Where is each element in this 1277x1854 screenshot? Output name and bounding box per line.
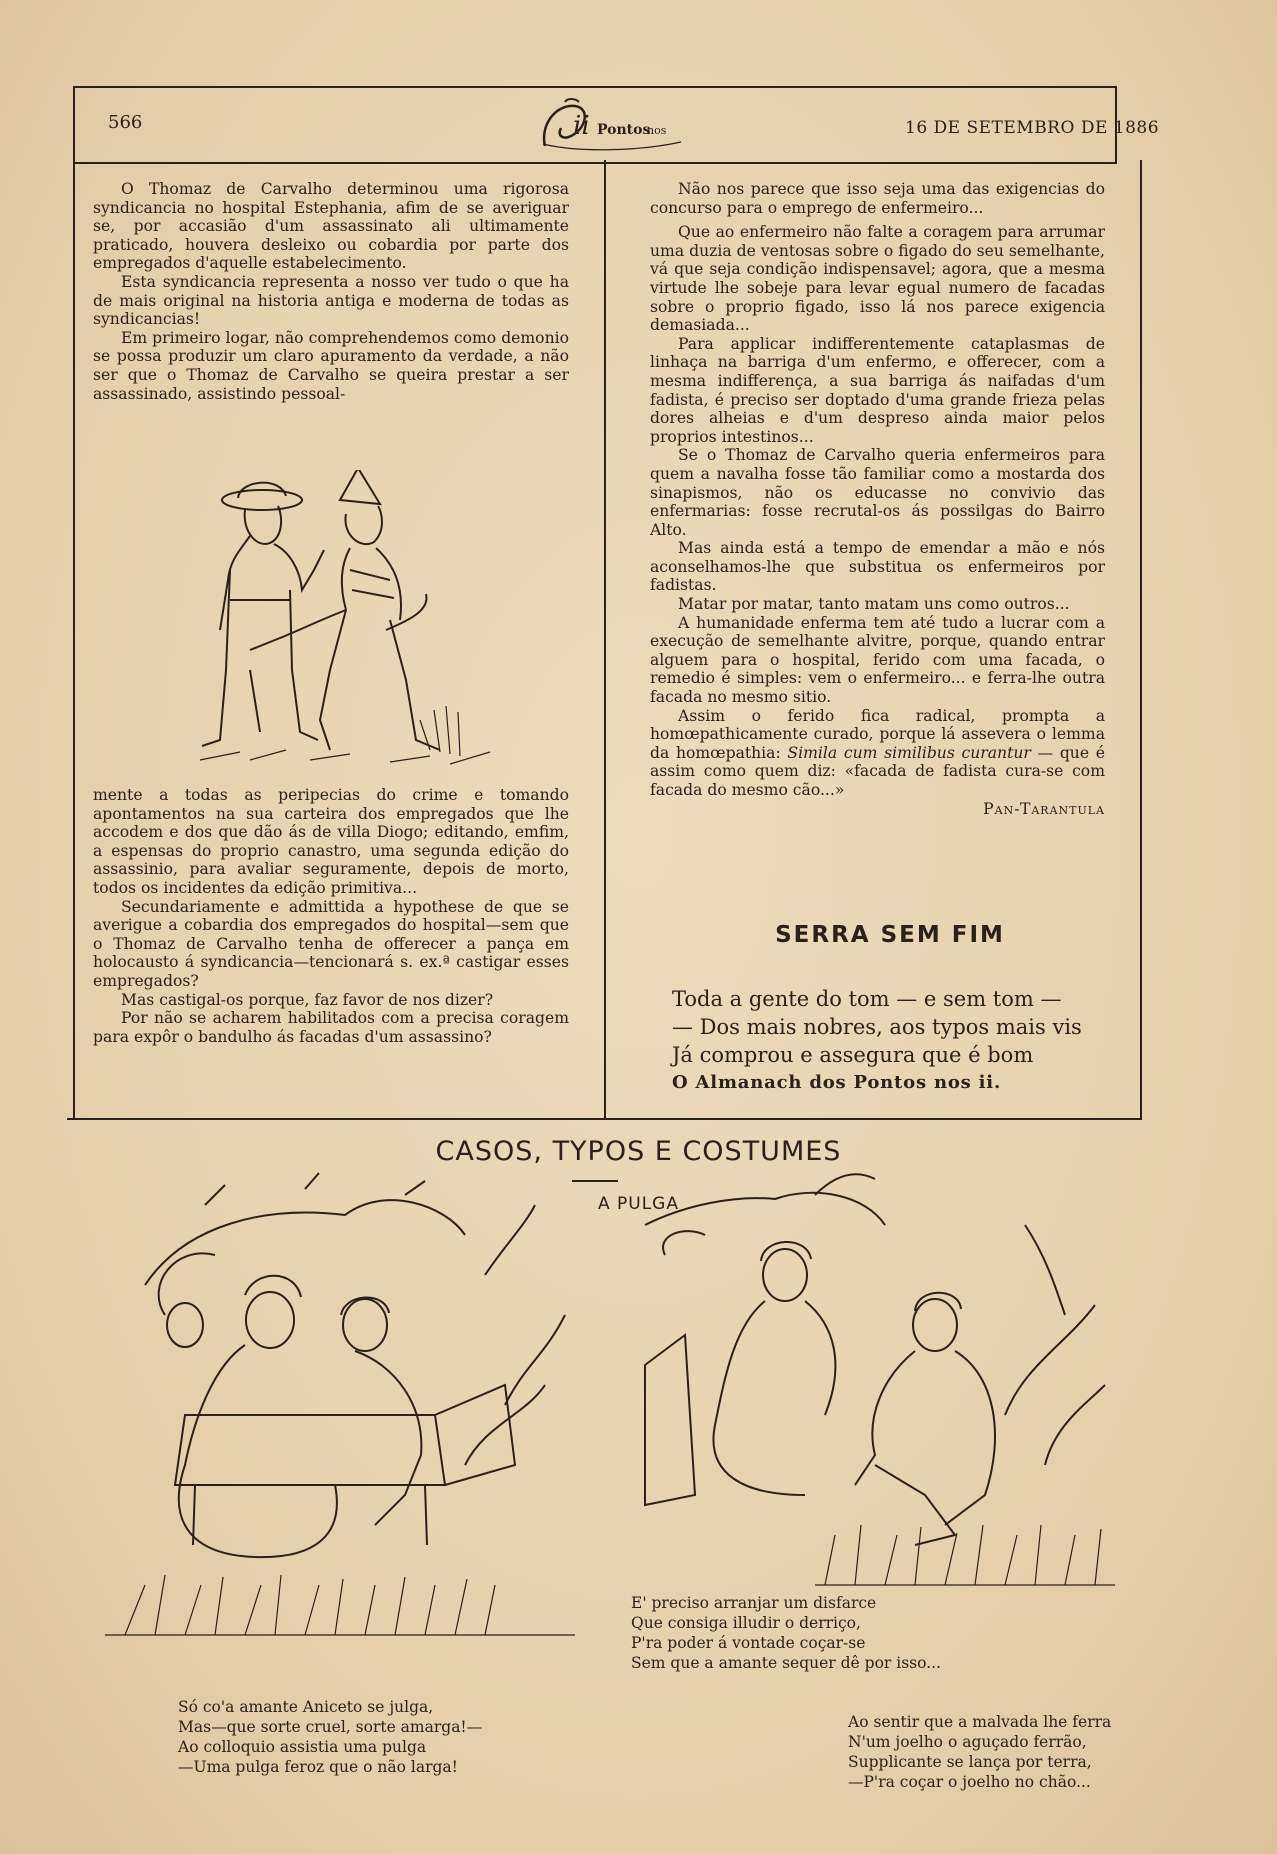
caption-right-line-1: Ao sentir que a malvada lhe ferra	[848, 1713, 1112, 1731]
caption-middle	[631, 1593, 941, 1673]
advert-line-2: — Dos mais nobres, aos typos mais vis	[672, 1015, 1082, 1039]
left-column-top	[93, 180, 569, 403]
right-paragraph-1: Não nos parece que isso seja uma das exigencias do concurso para o emprego de enfermeiro...	[650, 180, 1105, 217]
caption-middle-line-4: Sem que a amante sequer dê por isso...	[631, 1654, 941, 1672]
author-signature: Pan-Tarantula	[983, 799, 1105, 818]
right-paragraph-3: Para applicar indifferentemente cataplasmas de linhaça na barriga d'um enfermo, e offerecer, com a mesma indifferença, a sua barriga ás naifadas d'um fadista, é preciso ser doptado d'uma grande frieza pelas dores alheias e d'um despreso ainda maior pelos proprios intestinos...	[650, 334, 1105, 446]
frame-right-rule	[1140, 160, 1142, 1118]
caption-left-line-3: Ao colloquio assistia uma pulga	[178, 1738, 427, 1756]
right-paragraph-4: Se o Thomaz de Carvalho queria enfermeiros para quem a navalha fosse tão familiar como a mostarda dos sinapismos, não os educasse no convivio das enfermarias: fosse recrutal-os ás possilgas do Bairro Alto.	[650, 446, 1105, 539]
left-paragraph-7: Por não se acharem habilitados com a precisa coragem para expôr o bandulho ás facadas d'um assassino?	[93, 1009, 569, 1046]
frame-left-rule	[73, 86, 75, 1118]
caption-right	[848, 1712, 1111, 1792]
section-divider	[67, 1118, 1142, 1120]
column-divider	[604, 160, 606, 1118]
right-paragraph-2: Que ao enfermeiro não falte a coragem para arrumar uma duzia de ventosas sobre o figado do seu semelhante, vá que seja condição indispensavel; agora, que a mesma virtude lhe sobeje para levar egual numero de facadas sobre o proprio figado, isso lá nos parece exigencia demasiada...	[650, 223, 1105, 335]
left-paragraph-1: O Thomaz de Carvalho determinou uma rigorosa syndicancia no hospital Estephania, afim de se averiguar se, por accasião d'um assassinato ali ultimamente praticado, houvera desleixo ou cobardia por parte dos empregados d'aquelle estabelecimento.	[93, 180, 569, 273]
caption-left-line-1: Só co'a amante Aniceto se julga,	[178, 1698, 434, 1716]
advert-title: SERRA SEM FIM	[775, 922, 1005, 948]
right-paragraph-7: A humanidade enferma tem até tudo a lucrar com a execução de semelhante alvitre, porque, quando entrar alguem para o hospital, ferido com uma facada, o remedio é simples: vem o enfermeiro... e ferra-lhe outra facada no mesmo sitio.	[650, 613, 1105, 707]
caption-right-line-2: N'um joelho o aguçado ferrão,	[848, 1733, 1087, 1751]
svg-text:Pontos: Pontos	[597, 122, 651, 138]
caption-middle-line-2: Que consiga illudir o derriço,	[631, 1614, 861, 1632]
advert-line-3: Já comprou e assegura que é bom	[672, 1043, 1034, 1067]
caption-left-line-2: Mas—que sorte cruel, sorte amarga!—	[178, 1718, 483, 1736]
illustration-man-kneeling	[625, 1165, 1115, 1615]
illustration-couple-bench	[105, 1165, 575, 1695]
illustration-two-men	[190, 470, 530, 770]
svg-text:ii: ii	[573, 111, 590, 141]
caption-right-line-4: —P'ra coçar o joelho no chão...	[848, 1773, 1091, 1791]
left-paragraph-2: Esta syndicancia representa a nosso ver tudo o que ha de mais original na historia antiga e moderna de todas as syndicancias!	[93, 272, 569, 329]
masthead-logo	[535, 96, 685, 152]
advert-line-1: Toda a gente do tom — e sem tom —	[672, 987, 1062, 1011]
section-subtitle: A PULGA	[597, 1194, 679, 1214]
right-paragraph-6: Matar por matar, tanto matam uns como outros...	[678, 595, 1070, 614]
caption-left-line-4: —Uma pulga feroz que o não larga!	[178, 1758, 458, 1776]
page-number: 566	[108, 112, 143, 133]
advert-verse	[672, 985, 1082, 1097]
caption-middle-line-3: P'ra poder á vontade coçar-se	[631, 1634, 866, 1652]
right-paragraph-5: Mas ainda está a tempo de emendar a mão e nós aconselhamos-lhe que substitua os enfermeiros por fadistas.	[650, 539, 1105, 595]
left-paragraph-4: mente a todas as peripecias do crime e tomando apontamentos na sua carteira dos empregados que lhe accodem e dos que dão ás de villa Diogo; editando, emfim, a espensas do proprio canastro, uma segunda edição do assassinio, para avaliar seguramente, depois de morto, todos os incidentes da edição primitiva...	[93, 786, 569, 897]
svg-text:nos: nos	[647, 124, 667, 137]
left-paragraph-3: Em primeiro logar, não comprehendemos como demonio se possa produzir um claro apuramento da verdade, a não ser que o Thomaz de Carvalho se queira prestar a ser assassinado, assistindo pessoal-	[93, 328, 569, 403]
right-paragraph-8	[650, 707, 1105, 800]
left-paragraph-6: Mas castigal-os porque, faz favor de nos dizer?	[121, 990, 494, 1009]
caption-middle-line-1: E' preciso arranjar um disfarce	[631, 1594, 877, 1612]
right-paragraph-8c: — que é assim como quem diz: «facada de fadista cura-se com facada do mesmo cão...»	[650, 743, 1105, 799]
caption-right-line-3: Supplicante se lança por terra,	[848, 1753, 1092, 1771]
left-paragraph-5: Secundariamente e admittida a hypothese de que se averigue a cobardia dos empregados do hospital—sem que o Thomaz de Carvalho tenha de offerecer a pança em holocausto á syndicancia—tencionará s. ex.ª castigar esses empregados?	[93, 897, 569, 990]
issue-date: 16 DE SETEMBRO DE 1886	[905, 118, 1160, 138]
caption-left	[178, 1697, 482, 1777]
advert-line-4: O Almanach dos Pontos nos ii.	[672, 1072, 1002, 1093]
latin-motto: Simila cum similibus curantur	[787, 743, 1031, 762]
section-title-rule	[572, 1180, 618, 1182]
right-paragraph-8a: Assim o ferido fica radical, prompta a homœpathicamente curado, porque lá assevera o lemma da homœpathia:	[650, 706, 1105, 762]
left-column-bottom	[93, 786, 569, 1046]
section-title: CASOS, TYPOS E COSTUMES	[435, 1136, 842, 1167]
right-column	[650, 180, 1105, 818]
